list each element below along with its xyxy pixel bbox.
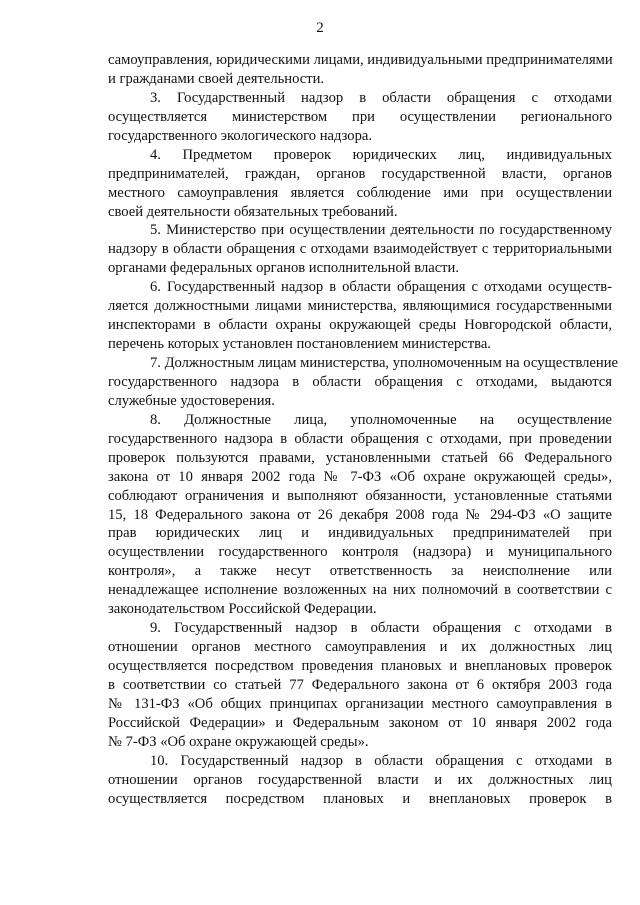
text-line: органами федеральных органов исполнительной власти. (108, 260, 460, 277)
text-line: надзору в области обращения с отходами взаимодействует с территориальными (108, 241, 612, 258)
text-line: и гражданами своей деятельности. (108, 70, 325, 87)
text-line: в соответствии со статьей 77 Федерального закона от 6 октября 2003 года (108, 676, 612, 693)
text-line: местного самоуправления является соблюдение ими при осуществлении (108, 184, 612, 201)
text-line: 9. Государственный надзор в области обращения с отходами в (150, 620, 612, 637)
document-body (108, 51, 618, 809)
text-line: ненадлежащее исполнение возложенных на них полномочий в соответствии с (108, 582, 612, 599)
text-line: 7. Должностным лицам министерства, уполномоченным на осуществление (150, 355, 618, 371)
text-line: самоуправления, юридическими лицами, индивидуальными предпринимателями (108, 52, 613, 68)
text-line: осуществляется посредством плановых и внеплановых проверок в (108, 790, 612, 807)
text-line: 15, 18 Федерального закона от 26 декабря 2008 года № 294-ФЗ «О защите (108, 506, 612, 523)
text-line: ляется должностными лицами министерства, являющимися государственными (108, 298, 612, 315)
text-line: законодательством Российской Федерации. (108, 601, 377, 618)
text-line: осуществляется министерством при осуществлении регионального (108, 108, 612, 125)
text-line: отношении органов местного самоуправления и их должностных лиц (108, 639, 612, 656)
text-line: закона от 10 января 2002 года № 7-ФЗ «Об охране окружающей среды», (108, 468, 612, 485)
text-line: прав юридических лиц и индивидуальных предпринимателей при (108, 525, 612, 542)
text-line: № 7-ФЗ «Об охране окружающей среды». (108, 733, 369, 750)
text-line: государственного надзора в области обращения с отходами, при проведении (108, 430, 612, 447)
text-line: перечень которых установлен постановлением министерства. (108, 336, 491, 353)
text-line: соблюдают ограничения и выполняют обязанности, установленные статьями (108, 487, 612, 504)
text-line: 5. Министерство при осуществлении деятельности по государственному (150, 222, 612, 239)
text-line: государственного экологического надзора. (108, 127, 373, 144)
text-line: 8. Должностные лица, уполномоченные на осуществление (150, 411, 612, 428)
text-line: осуществляется посредством проведения плановых и внеплановых проверок (108, 658, 612, 674)
text-line: служебные удостоверения. (108, 392, 275, 409)
text-line: 10. Государственный надзор в области обращения с отходами в (150, 752, 612, 769)
text-line: контроля», а также несут ответственность за неисполнение или (108, 563, 612, 580)
text-line: инспекторами в области охраны окружающей среды Новгородской области, (108, 317, 612, 334)
text-line: Российской Федерации» и Федеральным законом от 10 января 2002 года (108, 714, 612, 731)
text-line: осуществлении государственного контроля (надзора) и муниципального (108, 544, 612, 561)
text-line: 6. Государственный надзор в области обращения с отходами осуществ- (150, 279, 612, 296)
text-line: № 131-ФЗ «Об общих принципах организации местного самоуправления в (108, 695, 612, 712)
text-line: своей деятельности обязательных требований. (108, 203, 398, 220)
text-line: предпринимателей, граждан, органов государственной власти, органов (108, 165, 612, 182)
text-line: отношении органов государственной власти и их должностных лиц (108, 771, 612, 788)
text-line: государственного надзора в области обращения с отходами, выдаются (108, 373, 612, 390)
text-line: 3. Государственный надзор в области обращения с отходами (150, 89, 612, 106)
text-line: проверок пользуются правами, установленными статьей 66 Федерального (108, 449, 612, 466)
page-number: 2 (316, 20, 324, 36)
text-line: 4. Предметом проверок юридических лиц, индивидуальных (150, 146, 612, 163)
